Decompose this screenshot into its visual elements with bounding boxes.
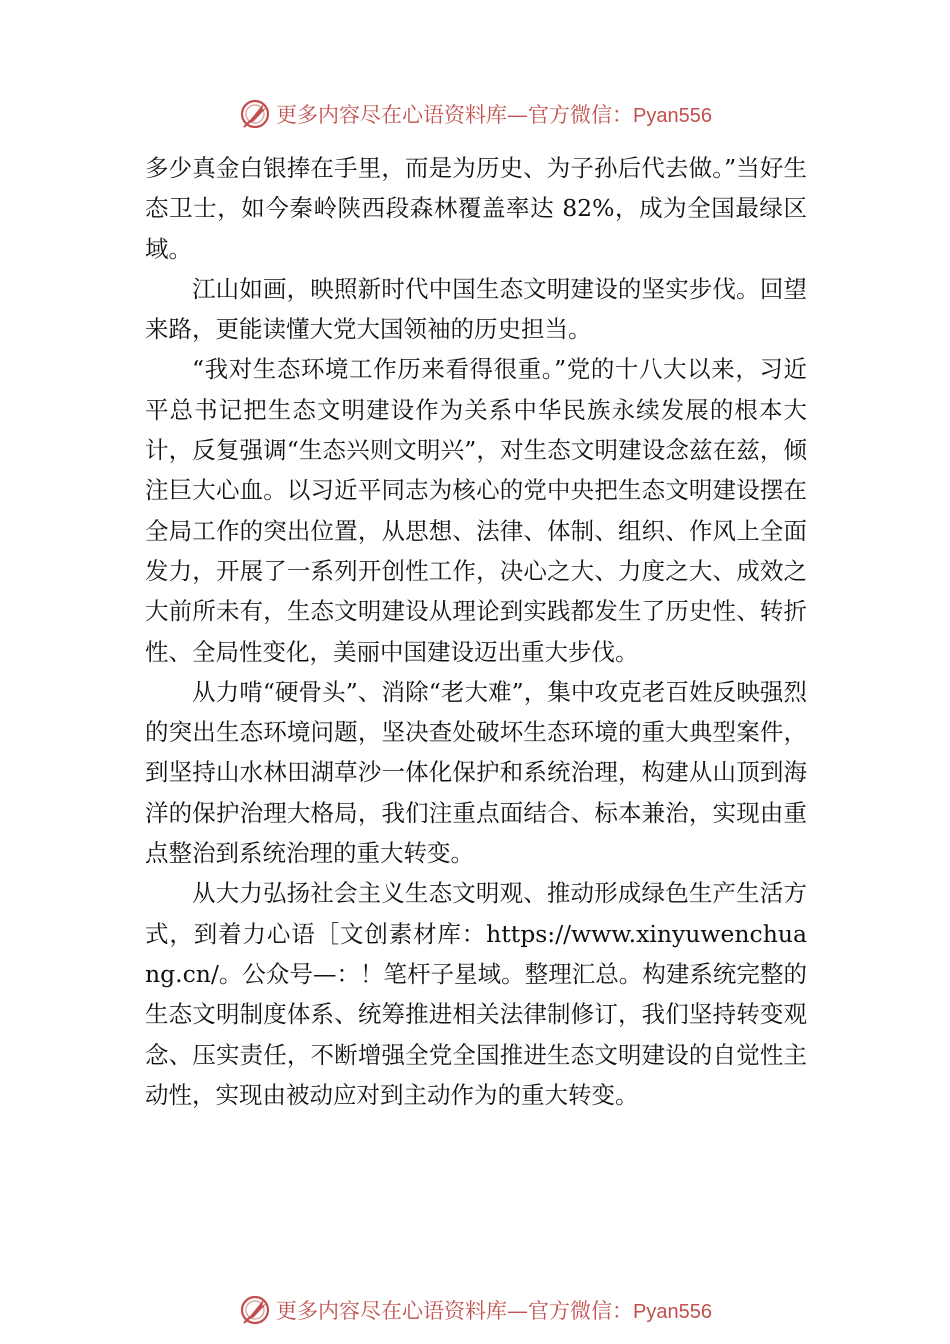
watermark-text: 更多内容尽在心语资料库—官方微信：Pyan556 bbox=[276, 1299, 712, 1323]
paragraph-4: 从力啃“硬骨头”、消除“老大难”，集中攻克老百姓反映强烈的突出生态环境问题，坚决查处破坏生态环境的重大典型案件，到坚持山水林田湖草沙一体化保护和系统治理，构建从山顶到海洋的保护治理大格局，我们注重点面结合、标本兼治，实现由重点整治到系统治理的重大转变。 bbox=[145, 677, 807, 868]
quill-logo-icon bbox=[238, 1293, 272, 1327]
article-body bbox=[145, 148, 807, 1115]
footer-watermark bbox=[0, 1290, 950, 1330]
paragraph-5: 从大力弘扬社会主义生态文明观、推动形成绿色生产生活方式，到着力心语［文创素材库：https://www.xinyuwenchuang.cn/。公众号—：！笔杆子星域。整理汇总。构建系统完整的生态文明制度体系、统筹推进相关法律制修订，我们坚持转变观念、压实责任，不断增强全党全国推进生态文明建设的自觉性主动性，实现由被动应对到主动作为的重大转变。 bbox=[145, 879, 807, 1109]
watermark-wechat-id: Pyan556 bbox=[633, 1301, 712, 1323]
watermark-wechat-id: Pyan556 bbox=[633, 105, 712, 127]
watermark-text: 更多内容尽在心语资料库—官方微信：Pyan556 bbox=[276, 103, 712, 127]
quill-logo-icon bbox=[238, 97, 272, 131]
paragraph-1: 多少真金白银捧在手里，而是为历史、为子孙后代去做。”当好生态卫士，如今秦岭陕西段森林覆盖率达 82%，成为全国最绿区域。 bbox=[145, 154, 807, 263]
paragraph-3: “我对生态环境工作历来看得很重。”党的十八大以来，习近平总书记把生态文明建设作为关系中华民族永续发展的根本大计，反复强调“生态兴则文明兴”，对生态文明建设念兹在兹，倾注巨大心血。以习近平同志为核心的党中央把生态文明建设摆在全局工作的突出位置，从思想、法律、体制、组织、作风上全面发力，开展了一系列开创性工作，决心之大、力度之大、成效之大前所未有，生态文明建设从理论到实践都发生了历史性、转折性、全局性变化，美丽中国建设迈出重大步伐。 bbox=[145, 355, 807, 666]
header-watermark bbox=[0, 94, 950, 134]
paragraph-2: 江山如画，映照新时代中国生态文明建设的坚实步伐。回望来路，更能读懂大党大国领袖的历史担当。 bbox=[145, 274, 807, 344]
